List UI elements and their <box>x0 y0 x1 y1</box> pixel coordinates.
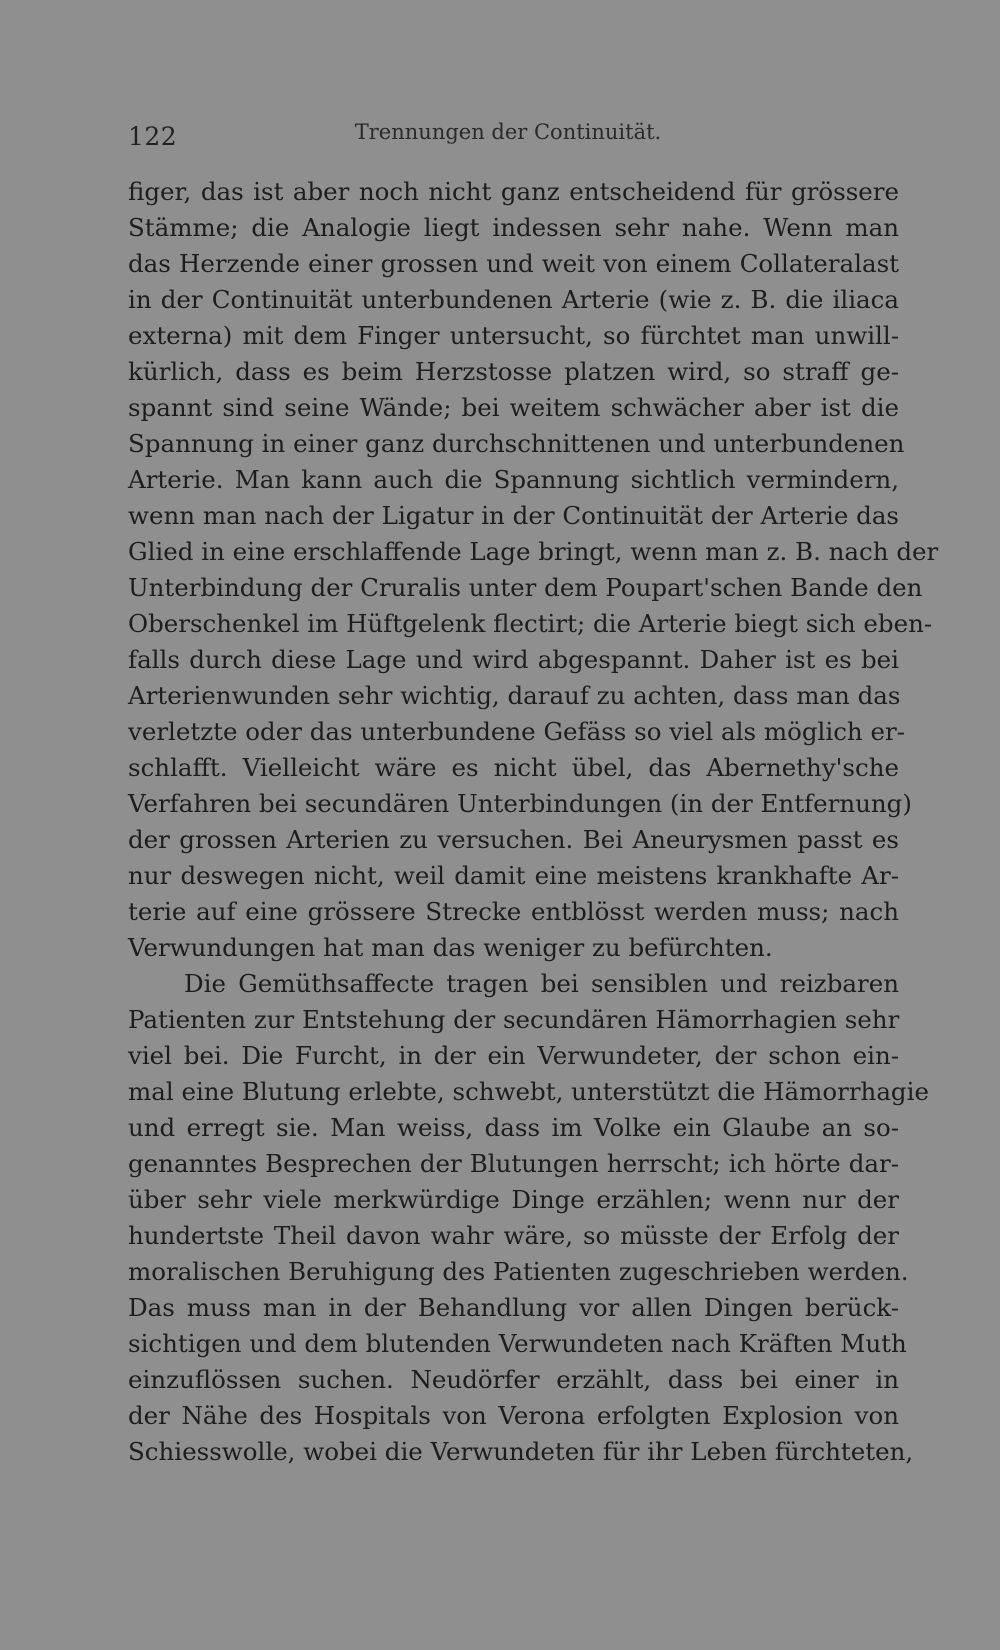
text-line: wenn man nach der Ligatur in der Continuität der Arterie das <box>128 501 899 530</box>
page-header <box>128 118 898 158</box>
text-line: der grossen Arterien zu versuchen. Bei Aneurysmen passt es <box>128 825 899 854</box>
text-line: Arterie. Man kann auch die Spannung sichtlich vermindern, <box>128 465 899 494</box>
text-line: Oberschenkel im Hüftgelenk flectirt; die Arterie biegt sich eben- <box>128 609 933 638</box>
text-line: genanntes Besprechen der Blutungen herrscht; ich hörte dar- <box>128 1149 899 1178</box>
text-line: nur deswegen nicht, weil damit eine meistens krankhafte Ar- <box>128 861 899 890</box>
page-number: 122 <box>128 122 178 151</box>
text-line: das Herzende einer grossen und weit von einem Collateralast <box>128 249 899 278</box>
text-line: terie auf eine grössere Strecke entblösst werden muss; nach <box>128 897 899 926</box>
text-line: verletzte oder das unterbundene Gefäss so viel als möglich er- <box>128 717 905 746</box>
text-line: Patienten zur Entstehung der secundären Hämorrhagien sehr <box>128 1005 900 1034</box>
text-line: in der Continuität unterbundenen Arterie (wie z. B. die iliaca <box>128 285 899 314</box>
text-line: Arterienwunden sehr wichtig, darauf zu achten, dass man das <box>128 681 901 710</box>
text-line: hundertste Theil davon wahr wäre, so müsste der Erfolg der <box>128 1221 899 1250</box>
text-line: externa) mit dem Finger untersucht, so fürchtet man unwill- <box>128 321 899 350</box>
paragraph-end-line: Verwundungen hat man das weniger zu befürchten. <box>128 933 773 962</box>
text-line: viel bei. Die Furcht, in der ein Verwundeter, der schon ein- <box>128 1041 899 1070</box>
paragraph-start-line: Die Gemüthsaffecte tragen bei sensiblen und reizbaren <box>184 969 899 998</box>
text-line: Schiesswolle, wobei die Verwundeten für ihr Leben fürchteten, <box>128 1437 914 1466</box>
text-line: schlafft. Vielleicht wäre es nicht übel, das Abernethy'sche <box>128 753 899 782</box>
text-line: Spannung in einer ganz durchschnittenen und unterbundenen <box>128 429 905 458</box>
text-line: Unterbindung der Cruralis unter dem Poupart'schen Bande den <box>128 573 923 602</box>
text-line: kürlich, dass es beim Herzstosse platzen wird, so straff ge- <box>128 357 899 386</box>
text-line: Glied in eine erschlaffende Lage bringt, wenn man z. B. nach der <box>128 537 939 566</box>
text-line: über sehr viele merkwürdige Dinge erzählen; wenn nur der <box>128 1185 899 1214</box>
text-line: moralischen Beruhigung des Patienten zugeschrieben werden. <box>128 1257 909 1286</box>
text-line: sichtigen und dem blutenden Verwundeten nach Kräften Muth <box>128 1329 907 1358</box>
text-line: und erregt sie. Man weiss, dass im Volke ein Glaube an so- <box>128 1113 899 1142</box>
text-line: figer, das ist aber noch nicht ganz entscheidend für grössere <box>128 177 899 206</box>
text-line: Das muss man in der Behandlung vor allen Dingen berück- <box>128 1293 899 1322</box>
text-line: spannt sind seine Wände; bei weitem schwächer aber ist die <box>128 393 899 422</box>
text-line: mal eine Blutung erlebte, schwebt, unterstützt die Hämorrhagie <box>128 1077 929 1106</box>
text-line: falls durch diese Lage und wird abgespannt. Daher ist es bei <box>128 645 899 674</box>
text-line: der Nähe des Hospitals von Verona erfolgten Explosion von <box>128 1401 899 1430</box>
body-text <box>128 174 939 1470</box>
text-line: Stämme; die Analogie liegt indessen sehr nahe. Wenn man <box>128 213 899 242</box>
text-line: Verfahren bei secundären Unterbindungen (in der Entfernung) <box>128 789 912 818</box>
text-line: einzuflössen suchen. Neudörfer erzählt, dass bei einer in <box>128 1365 899 1394</box>
running-head: Trennungen der Continuität. <box>354 120 662 144</box>
